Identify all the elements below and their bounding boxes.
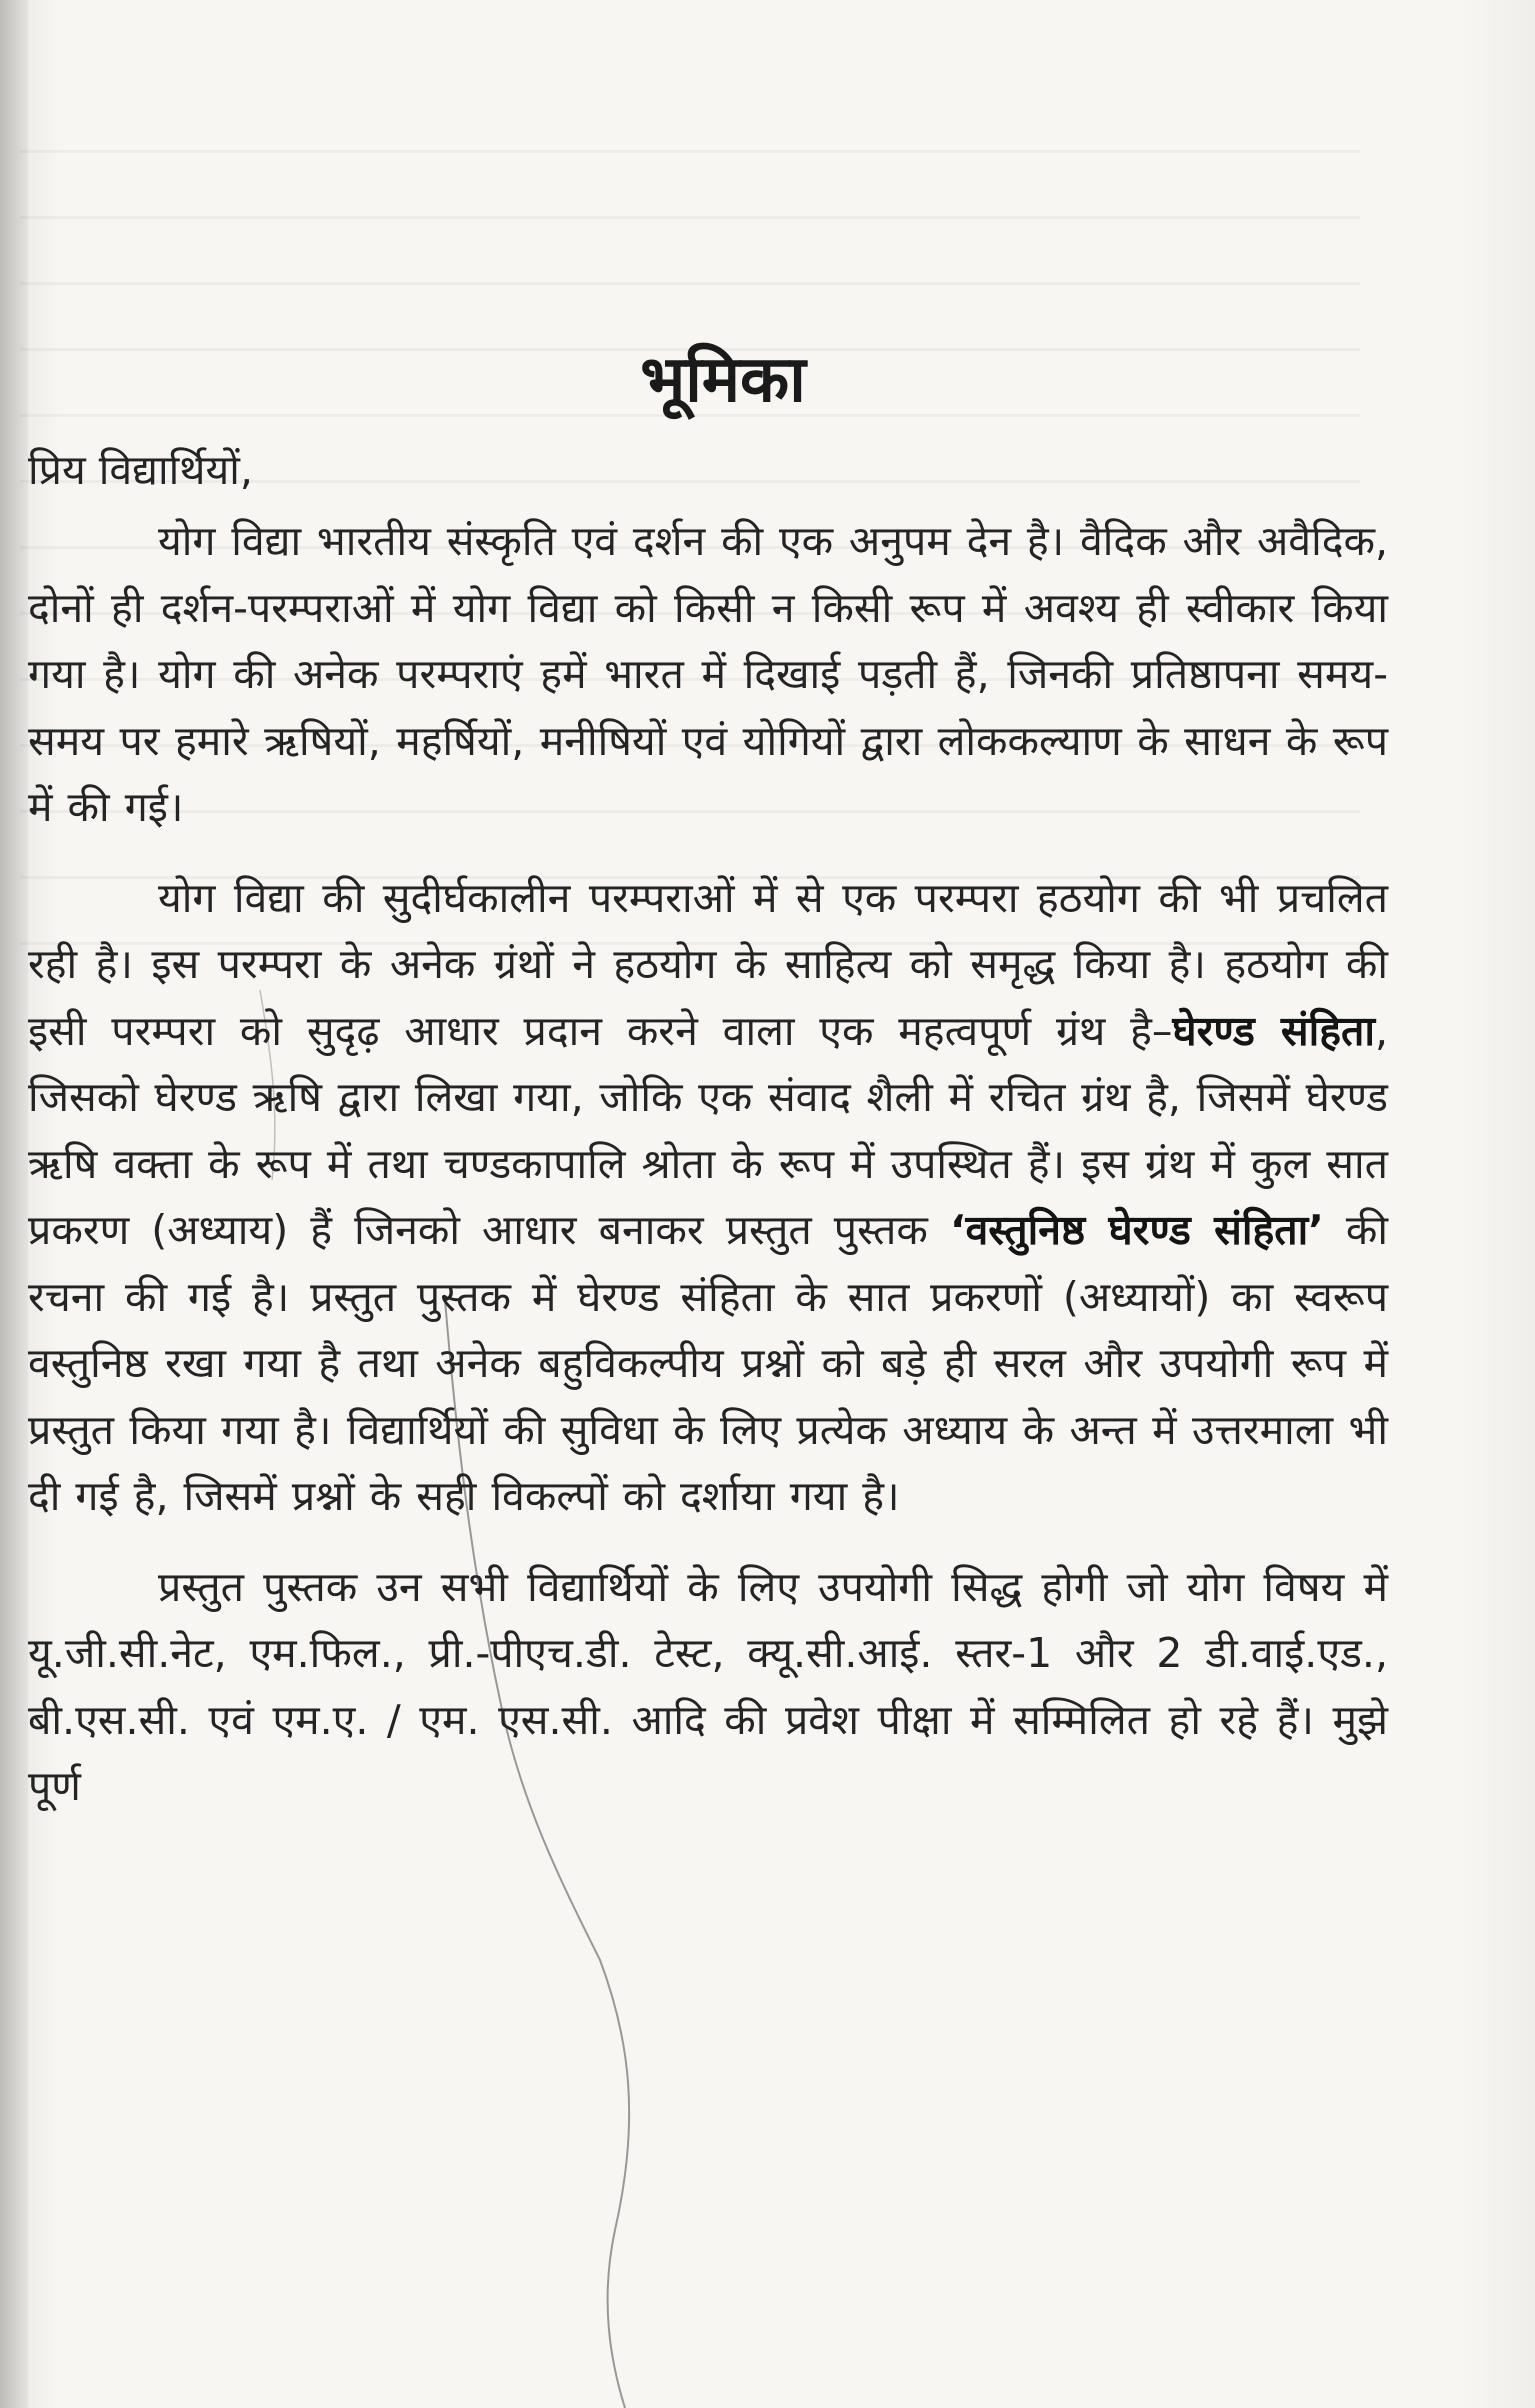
paragraph-3: प्रस्तुत पुस्तक उन सभी विद्यार्थियों के लिए उपयोगी सिद्ध होगी जो योग विषय में यू.जी.सी.नेट, एम.फिल., प्री.-पीएच.डी. टेस्ट, क्यू.सी.आई. स्तर-1 और 2 डी.वाई.एड., बी.एस.सी. एवं एम.ए. / एम. एस.सी. आदि की प्रवेश पीक्षा में सम्मिलित हो रहे हैं। मुझे पूर्ण [28,1562,1388,1810]
book-title-objective-gheranda-samhita: ‘वस्तुनिष्ठ घेरण्ड संहिता’ [949,1206,1324,1254]
book-title-gheranda-samhita: घेरण्ड संहिता [1172,1006,1375,1055]
paragraph-1: योग विद्या भारतीय संस्कृति एवं दर्शन की एक अनुपम देन है। वैदिक और अवैदिक, दोनों ही दर्शन-परम्पराओं में योग विद्या को किसी न किसी रूप में अवश्य ही स्वीकार किया गया है। योग की अनेक परम्पराएं हमें भारत में दिखाई पड़ती हैं, जिनकी प्रतिष्ठापना समय-समय पर हमारे ऋषियों, महर्षियों, मनीषियों एवं योगियों द्वारा लोककल्याण के साधन के रूप में की गई। [28,517,1388,831]
paragraph-2-text-a: योग विद्या की सुदीर्घकालीन परम्पराओं में से एक परम्परा हठयोग की भी प्रचलित रही है। इस परम्परा के अनेक ग्रंथों ने हठयोग के साहित्य को समृद्ध किया है। हठयोग की इसी परम्परा को सुदृढ़ आधार प्रदान करने वाला एक महत्वपूर्ण ग्रंथ है– [28,873,1388,1055]
page-title: भूमिका [640,343,806,417]
paragraph-2-text-c: की रचना की गई है। प्रस्तुत पुस्तक में घेरण्ड संहिता के सात प्रकरणों (अध्यायों) का स्वरूप वस्तुनिष्ठ रखा गया है तथा अनेक बहुविकल्पीय प्रश्नों को बड़े ही सरल और उपयोगी रूप में प्रस्तुत किया गया है। विद्यार्थियों की सुविधा के लिए प्रत्येक अध्याय के अन्त में उत्तरमाला भी दी गई है, जिसमें प्रश्नों के सही विकल्पों को दर्शाया गया है। [28,1206,1389,1520]
document-body [28,340,1388,1844]
paragraph-2 [28,865,1388,1530]
paragraph-2-text-b: , जिसको घेरण्ड ऋषि द्वारा लिखा गया, जोकि एक संवाद शैली में रचित ग्रंथ है, जिसमें घेरण्ड ऋषि वक्ता के रूप में तथा चण्डकापालि श्रोता के रूप में उपस्थित हैं। इस ग्रंथ में कुल सात प्रकरण (अध्याय) हैं जिनको आधार बनाकर प्रस्तुत पुस्तक [28,1006,1388,1254]
salutation: प्रिय विद्यार्थियों, [28,446,253,494]
